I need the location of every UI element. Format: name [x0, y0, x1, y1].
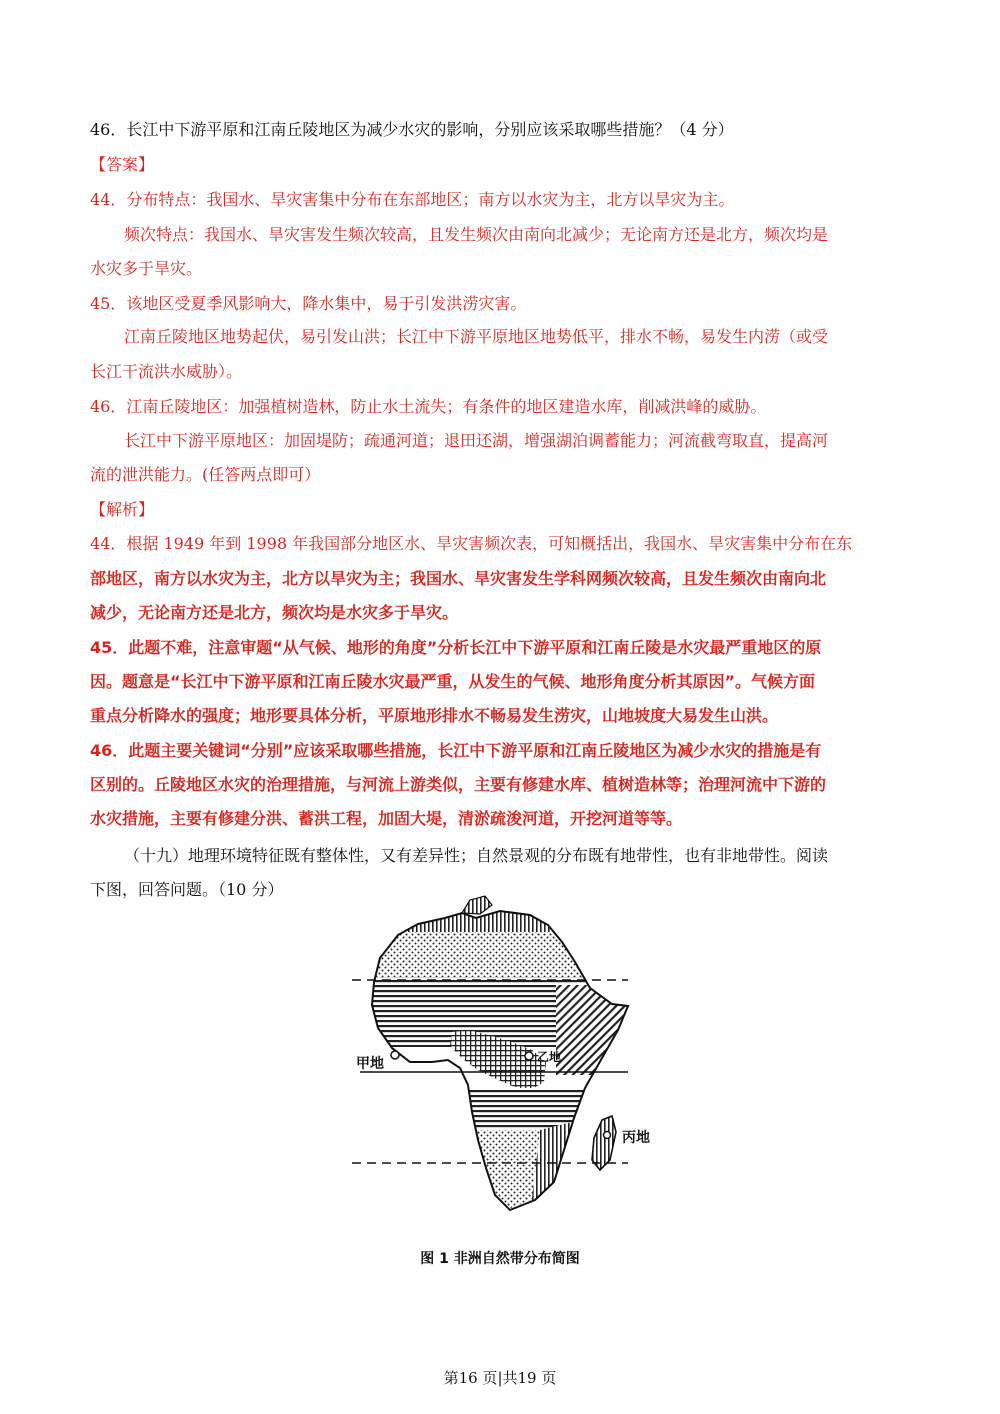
figure-caption: 图 1 非洲自然带分布简图 [420, 1251, 580, 1267]
desert-zone [360, 932, 620, 977]
analysis-44-line-3: 减少，无论南方还是北方，频次均是水灾多于旱灾。 [90, 603, 459, 622]
point-yi-marker [525, 1052, 533, 1060]
analysis-46-line-1: 46．此题主要关键词“分别”应该采取哪些措施，长江中下游平原和江南丘陵地区为减少水灾的措施是有 [90, 741, 822, 760]
analysis-45-line-2: 因。题意是“长江中下游平原和江南丘陵水灾最严重，从发生的气候、地形角度分析其原因”。气候方面 [90, 672, 816, 691]
question-19-line-2: 下图，回答问题。（10 分） [90, 880, 284, 899]
analysis-46-line-2: 区别的。丘陵地区水灾的治理措施，与河流上游类似，主要有修建水库、植树造林等；治理河流中下游的 [90, 775, 827, 794]
analysis-44-line-1: 44．根据 1949 年到 1998 年我国部分地区水、旱灾害频次表，可知概括出，我国水、旱灾害集中分布在东 [90, 534, 853, 553]
east-savanna-zone [556, 985, 636, 1075]
africa-natural-zones-map [348, 893, 650, 1223]
analysis-45-line-1: 45．此题不难，注意审题“从气候、地形的角度”分析长江中下游平原和江南丘陵是水灾最严重地区的原 [90, 638, 822, 657]
page-footer: 第16 页|共19 页 [443, 1369, 557, 1387]
answer-45-line-2: 江南丘陵地区地势起伏，易引发山洪；长江中下游平原地区地势低平，排水不畅，易发生内涝（或受 [124, 327, 829, 346]
answer-46-line-3: 流的泄洪能力。(任答两点即可） [90, 465, 321, 484]
analysis-45-line-3: 重点分析降水的强度；地形要具体分析，平原地形排水不畅易发生涝灾，山地坡度大易发生山洪。 [90, 706, 779, 725]
question-46: 46．长江中下游平原和江南丘陵地区为减少水灾的影响，分别应该采取哪些措施？（4 分） [90, 120, 734, 139]
answer-44-line-2: 频次特点：我国水、旱灾害发生频次较高，且发生频次由南向北减少；无论南方还是北方，频次均是 [124, 225, 829, 244]
answer-46-line-2: 长江中下游平原地区：加固堤防；疏通河道；退田还湖，增强湖泊调蓄能力；河流截弯取直，提高河 [124, 431, 829, 450]
analysis-44-line-2: 部地区，南方以水灾为主，北方以旱灾为主；我国水、旱灾害发生学科网频次较高，且发生频次由南向北 [90, 569, 827, 588]
answer-45-line-1: 45．该地区受夏季风影响大，降水集中，易于引发洪涝灾害。 [90, 294, 527, 313]
point-jia-marker [391, 1051, 399, 1059]
answer-44-line-3: 水灾多于旱灾。 [90, 259, 203, 278]
label-bing: 丙地 [622, 1130, 650, 1146]
answer-45-line-3: 长江干流洪水威胁）。 [90, 362, 243, 381]
answer-header: 【答案】 [90, 155, 155, 174]
question-19-line-1: （十九）地理环境特征既有整体性，又有差异性；自然景观的分布既有地带性，也有非地带性。阅读 [124, 846, 829, 865]
answer-46-line-1: 46．江南丘陵地区：加强植树造林，防止水土流失；有条件的地区建造水库，削减洪峰的威胁。 [90, 397, 767, 416]
point-bing-marker [604, 1132, 611, 1139]
analysis-46-line-3: 水灾措施，主要有修建分洪、蓄洪工程，加固大堤，清淤疏浚河道，开挖河道等等。 [90, 809, 683, 828]
analysis-header: 【解析】 [90, 500, 155, 519]
label-jia: 甲地 [356, 1056, 384, 1072]
answer-44-line-1: 44．分布特点：我国水、旱灾害集中分布在东部地区；南方以水灾为主，北方以旱灾为主。 [90, 190, 735, 209]
label-yi: 乙地 [537, 1050, 562, 1064]
madagascar-island [592, 1116, 616, 1170]
north-coast-strip [462, 896, 492, 914]
